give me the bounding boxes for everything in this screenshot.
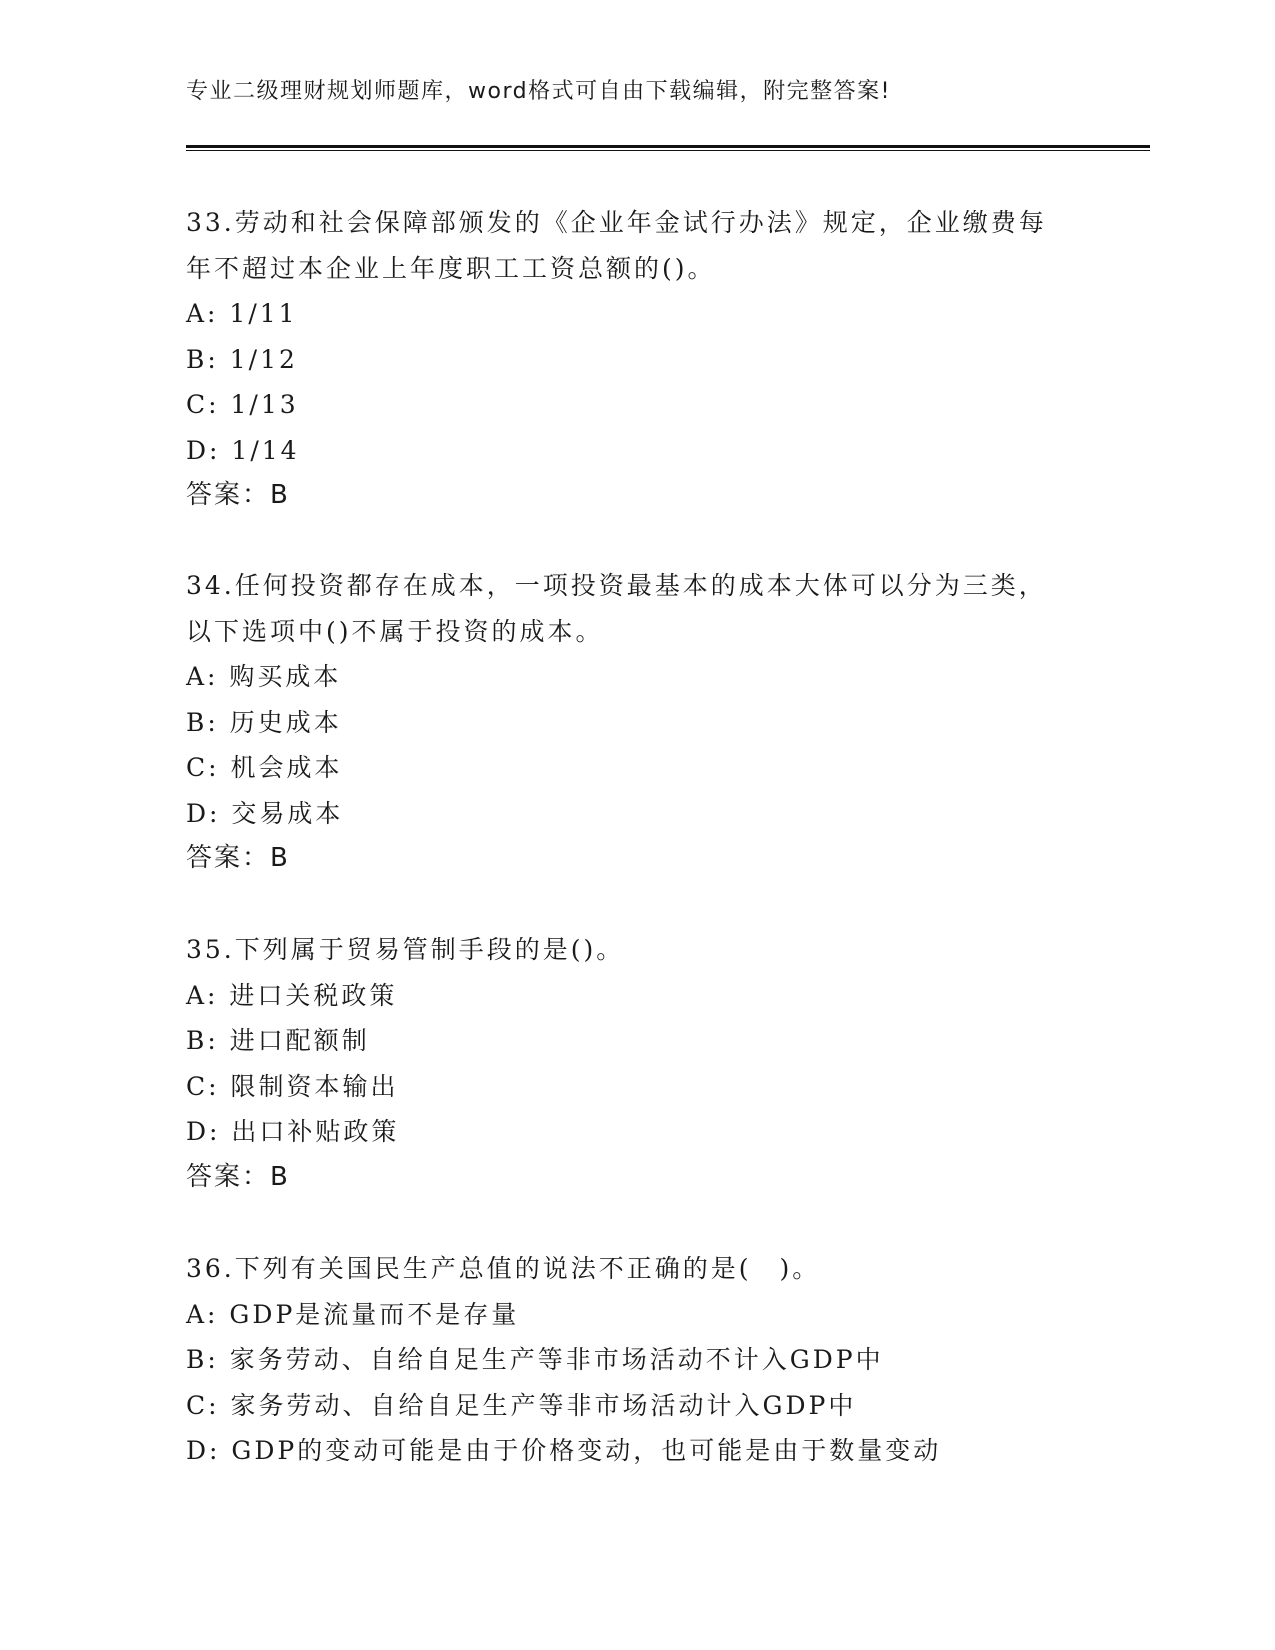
question-33	[186, 200, 1086, 519]
question-36	[186, 1246, 1086, 1474]
header-divider-thin	[186, 150, 1150, 151]
option-b: B: 1/12	[186, 344, 298, 374]
option-a: A: 进口关税政策	[186, 980, 398, 1010]
option-b: B: 进口配额制	[186, 1026, 370, 1055]
question-stem-line: 36.下列有关国民生产总值的说法不正确的是( )。	[186, 1254, 821, 1283]
header-divider	[186, 145, 1150, 148]
option-a: A: GDP是流量而不是存量	[186, 1299, 520, 1329]
answer-label: 答案：B	[186, 1161, 290, 1192]
option-c: C: 限制资本输出	[186, 1071, 399, 1101]
question-stem-line: 35.下列属于贸易管制手段的是()。	[186, 935, 625, 964]
answer-label: 答案：B	[186, 843, 290, 873]
option-c: C: 家务劳动、自给自足生产等非市场活动计入GDP中	[186, 1390, 857, 1420]
question-stem-line: 以下选项中()不属于投资的成本。	[186, 616, 604, 646]
option-d: D: GDP的变动可能是由于价格变动，也可能是由于数量变动	[186, 1436, 942, 1465]
option-b: B: 家务劳动、自给自足生产等非市场活动不计入GDP中	[186, 1345, 884, 1374]
question-35	[186, 927, 1086, 1200]
option-d: D: 交易成本	[186, 798, 344, 828]
question-stem-line: 年不超过本企业上年度职工工资总额的()。	[186, 253, 716, 283]
option-d: D: 1/14	[186, 435, 300, 465]
option-d: D: 出口补贴政策	[186, 1117, 400, 1146]
answer-label: 答案：B	[186, 480, 290, 510]
option-c: C: 1/13	[186, 390, 299, 419]
question-34	[186, 563, 1086, 882]
option-a: A: 购买成本	[186, 662, 342, 691]
page-header: 专业二级理财规划师题库，word格式可自由下载编辑，附完整答案!	[186, 79, 891, 104]
question-stem-line: 33.劳动和社会保障部颁发的《企业年金试行办法》规定，企业缴费每	[186, 208, 1047, 237]
option-a: A: 1/11	[186, 299, 298, 328]
option-c: C: 机会成本	[186, 753, 343, 782]
question-stem-line: 34.任何投资都存在成本，一项投资最基本的成本大体可以分为三类，	[186, 571, 1047, 600]
option-b: B: 历史成本	[186, 707, 342, 737]
